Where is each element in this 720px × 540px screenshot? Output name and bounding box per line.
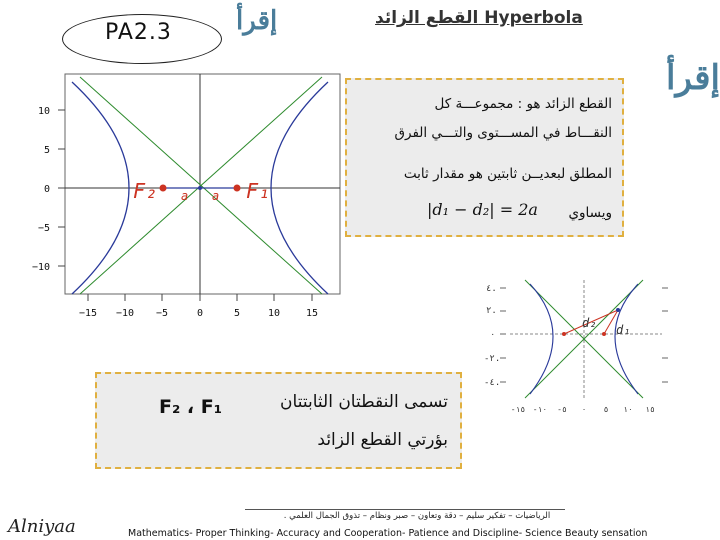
author-signature: Alniyaa (8, 516, 76, 537)
x-tick: ١٥ (645, 405, 655, 414)
y-tick: 0 (44, 184, 51, 195)
curve-point (616, 308, 620, 312)
y-tick-labels (484, 284, 500, 388)
x-tick: ٠ (581, 405, 587, 414)
x-tick-labels (511, 405, 655, 414)
focus-label: F₁ (246, 179, 271, 203)
y-tick-labels (32, 106, 50, 273)
x-tick-labels (79, 308, 318, 319)
vertex-distance-label: a (212, 189, 220, 203)
y-tick: -٢. (484, 354, 501, 364)
definition-line: المطلق لبعديــن ثابتين هو مقدار ثابت (403, 166, 612, 182)
y-tick: −5 (38, 223, 51, 234)
footer-arabic-motto: الرياضيات – تفكير سليم – دقة وتعاون – صبر ونظام – تذوق الجمال العلمي . (283, 511, 551, 521)
lesson-code: PA2.3 (105, 20, 172, 45)
page-title: القطع الزائد Hyperbola (375, 8, 583, 28)
x-tick: -١٠ (532, 405, 548, 414)
hyperbola-left-branch (530, 284, 553, 394)
definition-line: القطع الزائد هو : مجموعـــة كل (434, 96, 612, 112)
x-tick: 10 (267, 308, 281, 319)
iqra-logo: إقرأ (236, 6, 278, 36)
foci-labels: F₂ ، F₁ (159, 396, 223, 418)
y-tick: ٠ (490, 330, 496, 340)
footer-divider (245, 509, 565, 510)
foci-note-line: بؤرتي القطع الزائد (317, 430, 448, 450)
y-tick: 5 (44, 145, 51, 156)
iqra-logo-side: إقرأ (666, 58, 720, 98)
x-tick: ٥ (603, 405, 609, 414)
definition-line: ويساوي (568, 205, 612, 221)
hyperbola-right-branch (615, 284, 638, 394)
d1-label: d₁ (616, 323, 631, 337)
definition-line: النقـــاط في المســـتوى والتـــي الفرق (394, 125, 612, 141)
x-tick: −15 (78, 308, 98, 319)
hyperbola-graph (0, 72, 345, 322)
foci-note-line: تسمى النقطتان الثابتتان (280, 392, 448, 412)
focus-label: F₂ (133, 179, 158, 203)
y-tick: 10 (38, 106, 51, 117)
focus-point (602, 332, 606, 336)
definition-box (345, 78, 624, 237)
x-tick: −5 (155, 308, 169, 319)
focus-point (160, 185, 167, 192)
x-tick: 0 (196, 308, 204, 319)
y-tick: -٤. (484, 378, 501, 388)
vertex-distance-label: a (181, 189, 189, 203)
hyperbola-distance-graph (470, 270, 680, 420)
foci-note-box (95, 372, 462, 469)
y-tick: −10 (32, 262, 51, 273)
y-tick: ٢. (486, 306, 497, 316)
y-tick: ٤. (486, 284, 497, 294)
focus-point (562, 332, 566, 336)
x-tick: 15 (305, 308, 319, 319)
x-tick: -١٥ (510, 405, 526, 414)
x-tick: ١٠ (623, 405, 633, 414)
definition-formula: |d₁ − d₂| = 2a (427, 200, 538, 219)
x-tick: -٥ (557, 405, 567, 414)
footer-english-motto: Mathematics- Proper Thinking- Accuracy and Cooperation- Patience and Discipline- Science Beauty sensation (128, 528, 648, 539)
center-point (198, 186, 202, 190)
x-tick: 5 (233, 308, 241, 319)
x-tick: −10 (115, 308, 135, 319)
focus-point (234, 185, 241, 192)
d2-label: d₂ (582, 316, 597, 330)
